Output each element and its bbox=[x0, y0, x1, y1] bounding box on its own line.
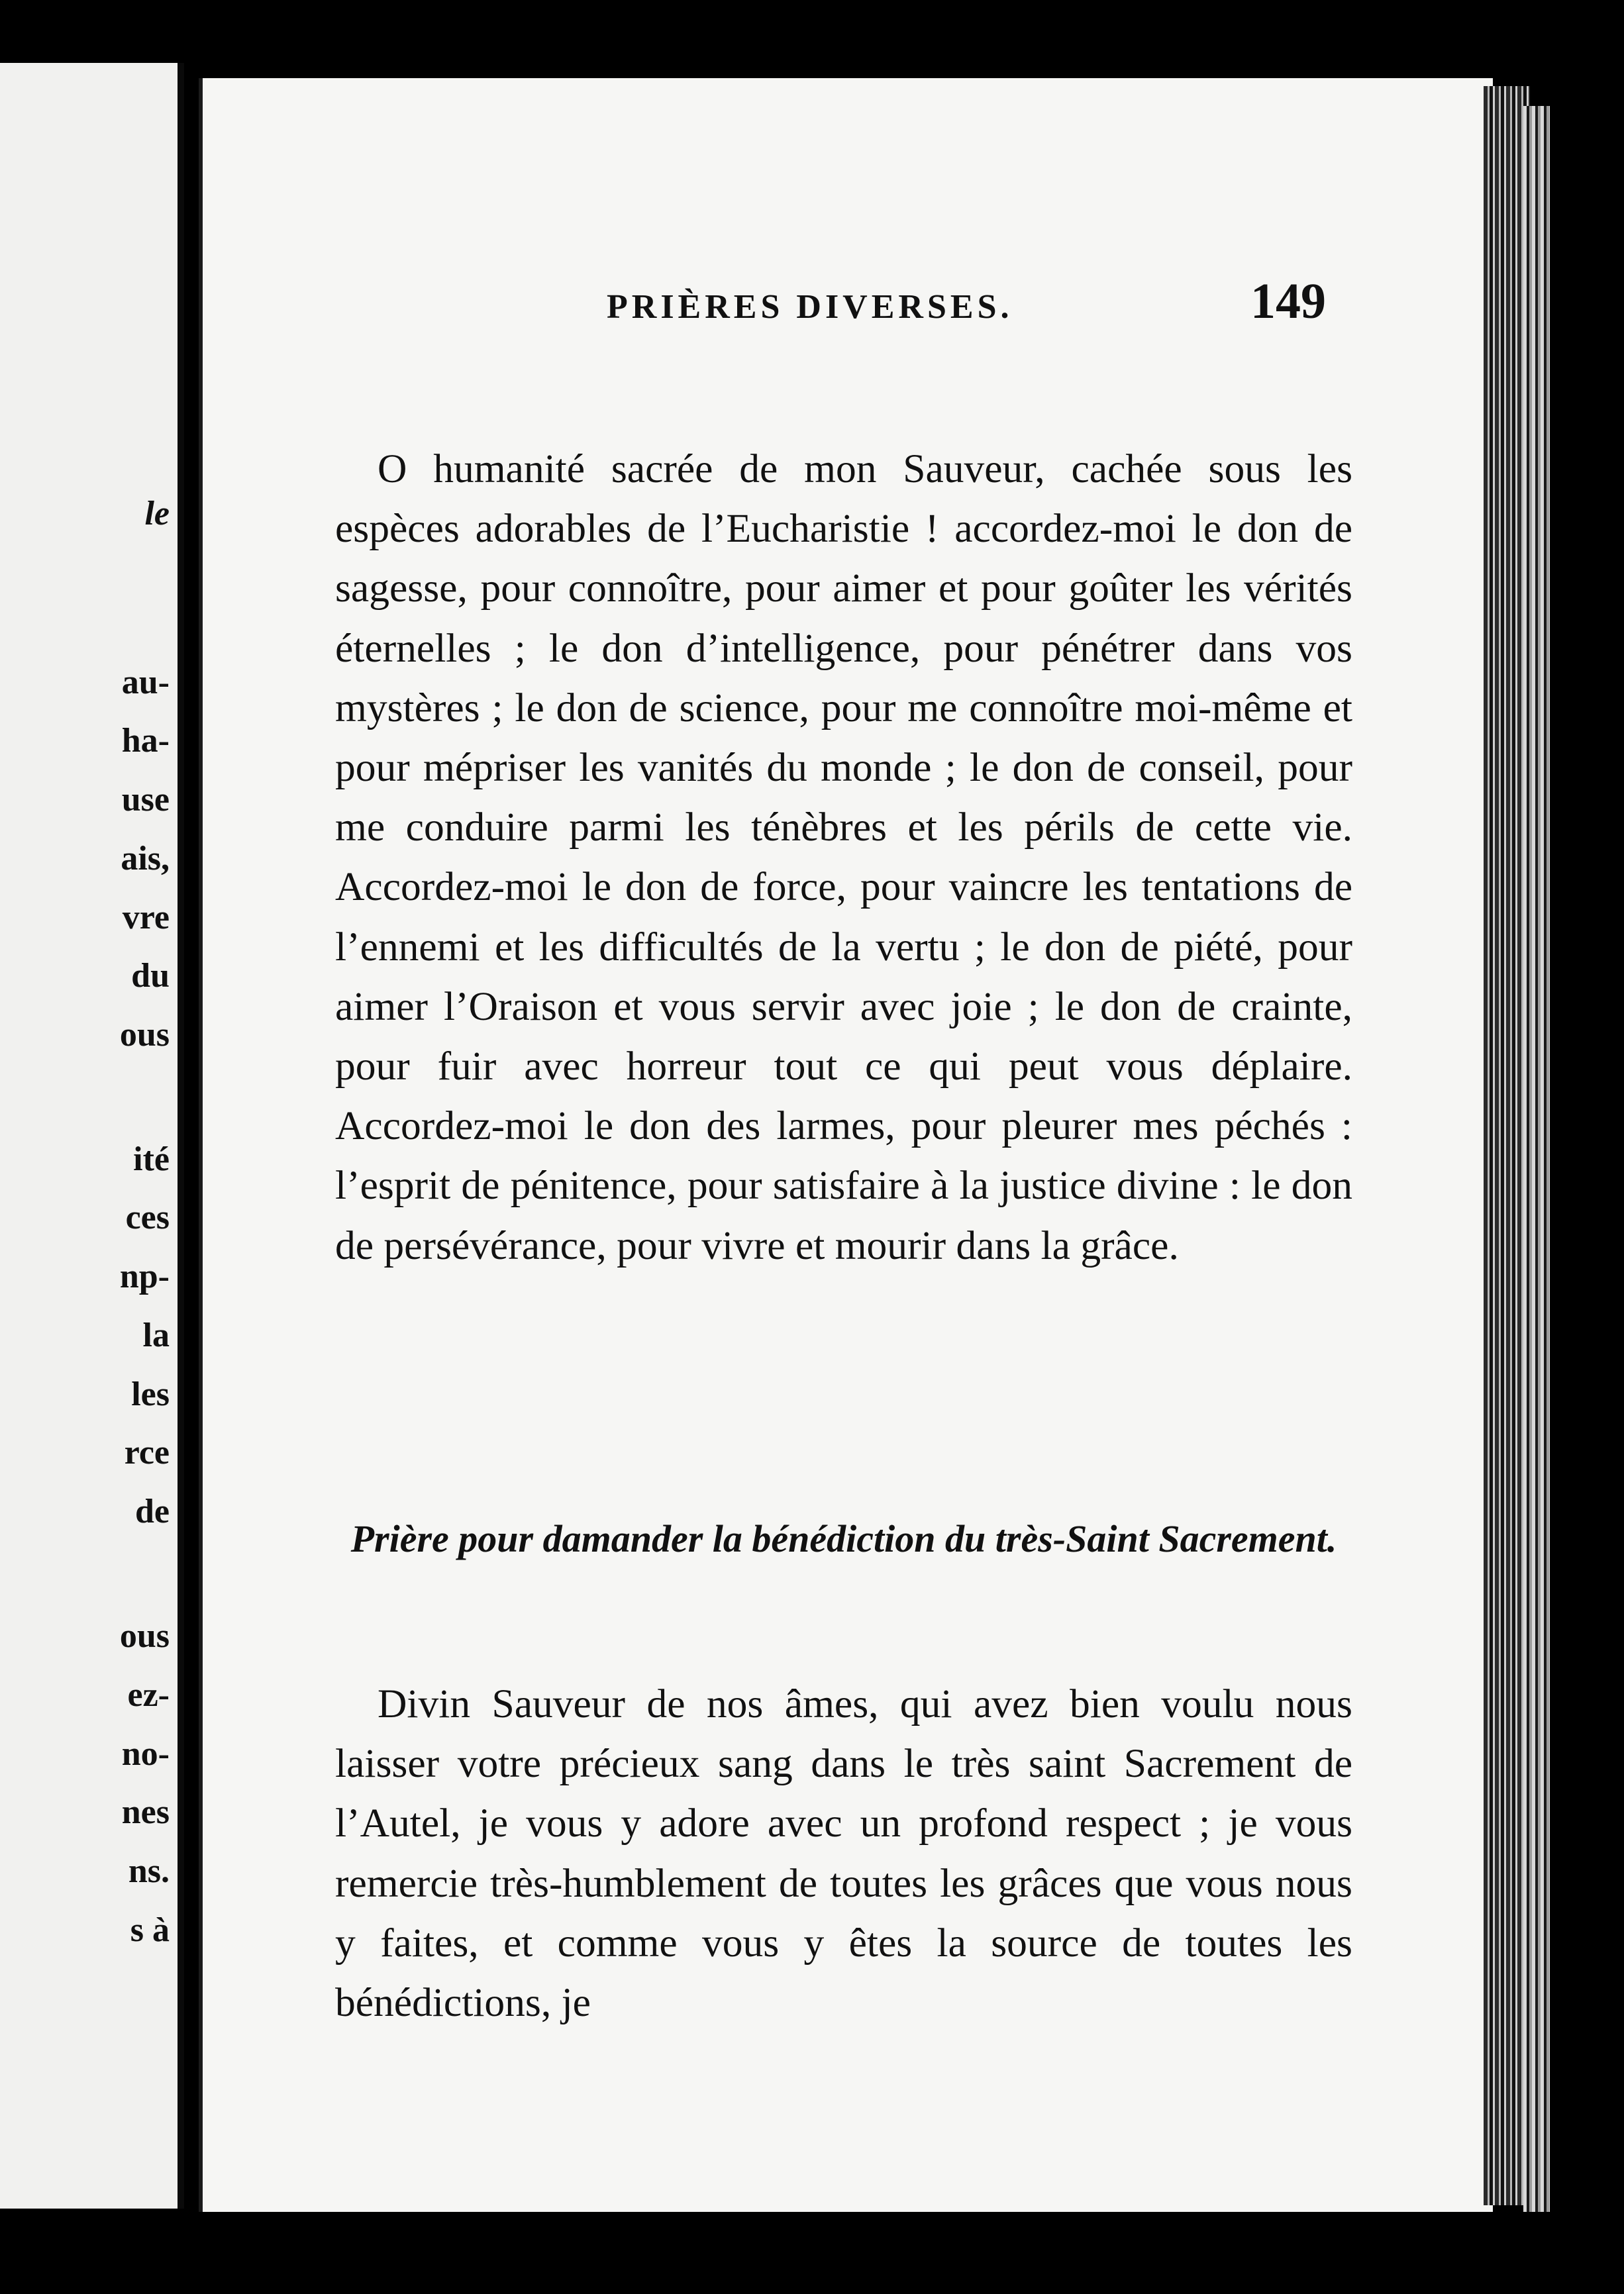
body-paragraph bbox=[335, 439, 1352, 1275]
facing-fragment: nes bbox=[121, 1793, 170, 1831]
facing-fragment: du bbox=[131, 957, 170, 995]
facing-fragment: no- bbox=[121, 1735, 170, 1773]
facing-fragment: ns. bbox=[128, 1852, 170, 1890]
facing-fragment: ais, bbox=[121, 840, 170, 877]
paragraph-text: Divin Sauveur de nos âmes, qui avez bien voulu nous laisser votre précieux sang dans le très saint Sacrement de l’Autel, je vous y adore avec un profond respect ; je vous remercie très-humblement de toutes les grâces que vous nous y faites, et comme vous y êtes la source de toutes les bénédictions, je bbox=[335, 1681, 1352, 2026]
facing-fragment: les bbox=[131, 1375, 170, 1413]
facing-fragment: ité bbox=[133, 1140, 170, 1178]
facing-fragment: use bbox=[121, 781, 170, 819]
facing-fragment: ces bbox=[125, 1199, 170, 1236]
page-number: 149 bbox=[1250, 274, 1326, 329]
facing-fragment: ha- bbox=[121, 722, 170, 760]
facing-fragment: la bbox=[142, 1317, 170, 1354]
facing-fragment: np- bbox=[119, 1258, 170, 1295]
facing-fragment: ous bbox=[119, 1617, 170, 1655]
facing-page-left bbox=[0, 63, 184, 2209]
page-header bbox=[203, 270, 1493, 330]
facing-fragment: au- bbox=[121, 664, 170, 701]
facing-fragment: ous bbox=[119, 1016, 170, 1054]
body-paragraph bbox=[335, 1674, 1352, 2032]
facing-fragment: le bbox=[144, 495, 170, 532]
paragraph-text: O humanité sacrée de mon Sauveur, cachée sous les espèces adorables de l’Eucharistie ! accordez-moi le don de sagesse, pour connoître, pour aimer et pour goûter les vérités éternelles ; le don d’intelligence, pour pénétrer dans vos mystères ; le don de science, pour me connoître moi-même et pour mépriser les vanités du monde ; le don de conseil, pour me conduire parmi les ténèbres et les périls de cette vie. Accordez-moi le don de force, pour vaincre les tentations de l’ennemi et les difficultés de la vertu ; le don de piété, pour aimer l’Oraison et vous servir avec joie ; le don de crainte, pour fuir avec horreur tout ce qui peut vous déplaire. Accordez-moi le don des larmes, pour pleurer mes péchés : l’esprit de pénitence, pour satisfaire à la justice divine : le don de persévérance, pour vivre et mourir dans la grâce. bbox=[335, 446, 1352, 1268]
facing-fragment: vre bbox=[122, 899, 170, 936]
facing-fragment: ez- bbox=[127, 1676, 170, 1714]
facing-fragment: s à bbox=[130, 1911, 170, 1949]
book-page bbox=[199, 78, 1493, 2212]
page-edges-outer bbox=[1523, 106, 1550, 2212]
facing-fragment: rce bbox=[124, 1434, 170, 1471]
facing-fragment: de bbox=[135, 1493, 170, 1530]
section-heading: Prière pour damander la bénédiction du très-Saint Sacrement. bbox=[350, 1517, 1337, 1560]
running-head: PRIÈRES DIVERSES. bbox=[607, 288, 1013, 326]
